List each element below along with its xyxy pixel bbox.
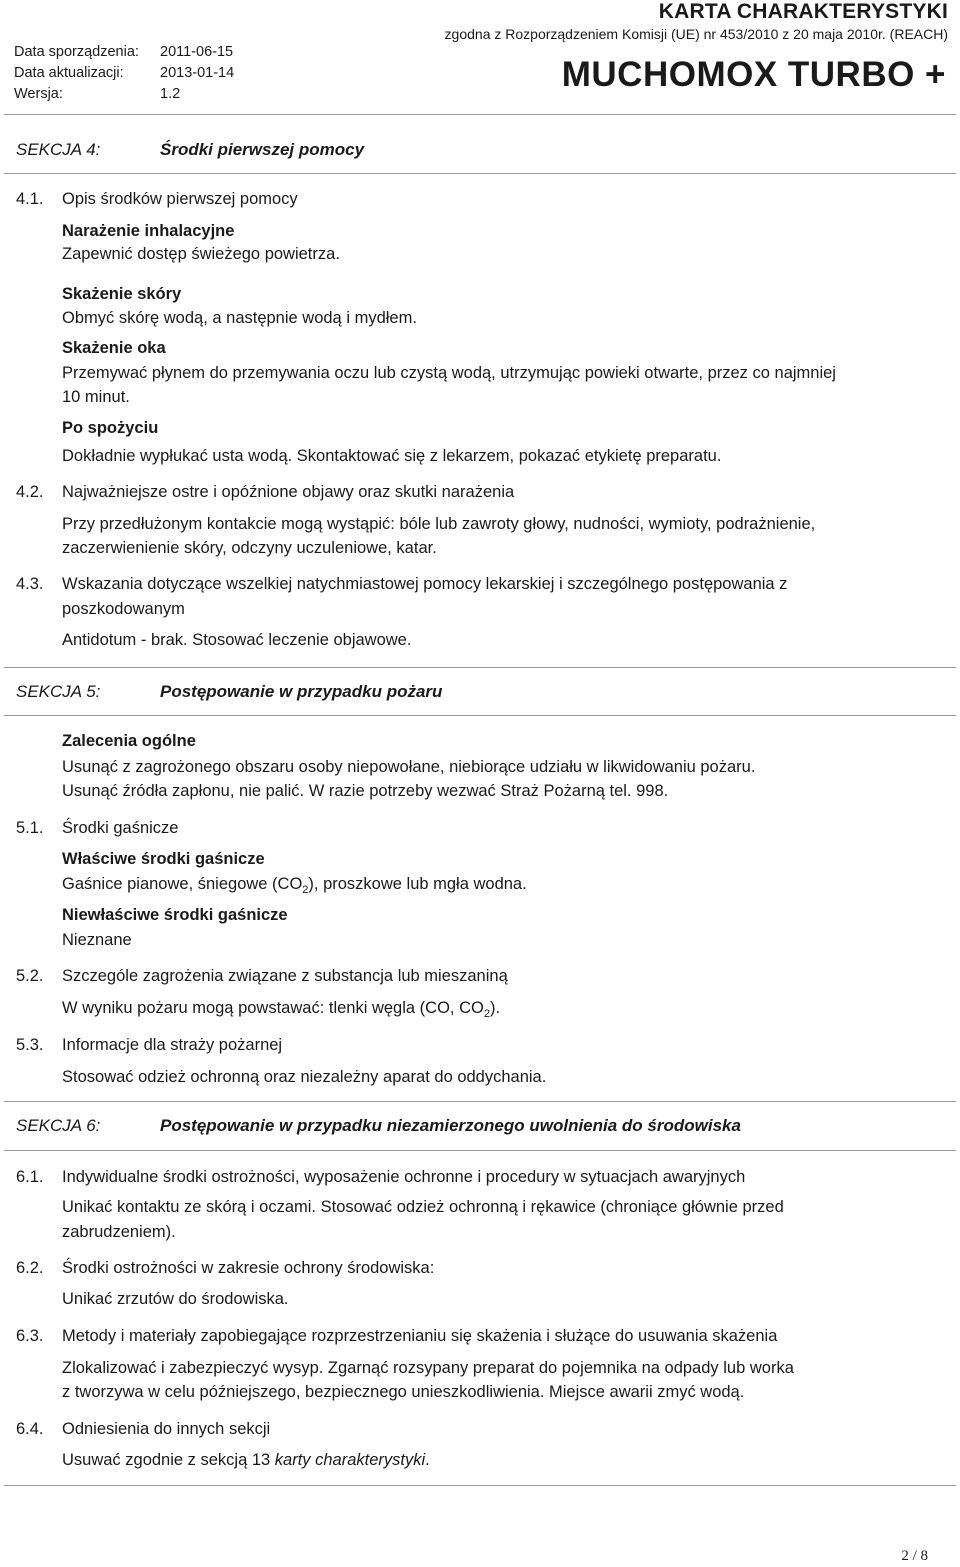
item-heading: Indywidualne środki ostrożności, wyposażenie ochronne i procedury w sytuacjach awaryjnych [62, 1168, 746, 1186]
item-heading: Wskazania dotyczące wszelkiej natychmiastowej pomocy lekarskiej i szczególnego postępowania z [62, 575, 788, 593]
text-part: ), proszkowe lub mgła wodna. [308, 875, 527, 893]
text-part: Usuwać zgodnie z sekcją 13 [62, 1451, 275, 1469]
section-5-top-divider [4, 667, 956, 668]
item-heading: Środki gaśnicze [62, 819, 179, 837]
subheading: Narażenie inhalacyjne [62, 222, 235, 240]
item-number: 6.2. [16, 1259, 44, 1277]
subscript: 2 [302, 884, 309, 896]
item-number: 4.2. [16, 483, 44, 501]
page-number: 2 / 8 [901, 1548, 928, 1564]
subheading: Skażenie oka [62, 339, 166, 357]
version-row [14, 86, 181, 102]
section-6-divider [4, 1150, 956, 1151]
updated-row [14, 65, 235, 81]
text-line: Dokładnie wypłukać usta wodą. Skontaktować się z lekarzem, pokazać etykietę preparatu. [62, 447, 722, 465]
section-5-label: SEKCJA 5: [16, 682, 101, 701]
section-4-divider [4, 173, 956, 174]
section-6-label: SEKCJA 6: [16, 1116, 101, 1135]
item-heading: Informacje dla straży pożarnej [62, 1036, 283, 1054]
text-line: Stosować odzież ochronną oraz niezależny aparat do oddychania. [62, 1068, 547, 1086]
text-line: 10 minut. [62, 388, 130, 406]
text-line: Usunąć z zagrożonego obszaru osoby niepowołane, niebiorące udziału w likwidowaniu pożaru. [62, 758, 756, 776]
text-part: Gaśnice pianowe, śniegowe (CO [62, 875, 303, 893]
section-4-label: SEKCJA 4: [16, 140, 101, 159]
document-title: KARTA CHARAKTERYSTYKI [658, 0, 948, 23]
item-heading: Opis środków pierwszej pomocy [62, 190, 298, 208]
subheading: Po spożyciu [62, 419, 159, 437]
item-number: 5.2. [16, 967, 44, 985]
item-heading: poszkodowanym [62, 600, 185, 618]
item-number: 5.3. [16, 1036, 44, 1054]
text-line: Obmyć skórę wodą, a następnie wodą i mydłem. [62, 309, 417, 327]
section-5-divider [4, 715, 956, 716]
subheading: Właściwe środki gaśnicze [62, 850, 265, 868]
subscript: 2 [483, 1008, 490, 1020]
updated-label: Data aktualizacji: [14, 65, 124, 81]
text-line: Unikać zrzutów do środowiska. [62, 1290, 289, 1308]
item-heading: Metody i materiały zapobiegające rozprzestrzenianiu się skażenia i służące do usuwania skażenia [62, 1327, 778, 1345]
header-divider [4, 114, 956, 115]
item-heading: Odniesienia do innych sekcji [62, 1420, 271, 1438]
text-line [62, 999, 500, 1020]
item-heading: Szczególe zagrożenia związane z substancja lub mieszaniną [62, 967, 508, 985]
text-part: ). [489, 999, 501, 1017]
item-number: 5.1. [16, 819, 44, 837]
subheading: Niewłaściwe środki gaśnicze [62, 906, 288, 924]
text-line: Przy przedłużonym kontakcie mogą wystąpić: bóle lub zawroty głowy, nudności, wymioty, podrażnienie, [62, 515, 816, 533]
text-line [62, 1451, 430, 1470]
created-row [14, 44, 234, 60]
section-6-title: Postępowanie w przypadku niezamierzonego uwolnienia do środowiska [160, 1116, 741, 1135]
text-line: Unikać kontaktu ze skórą i oczami. Stosować odzież ochronną i rękawice (chroniące głównie przed [62, 1198, 784, 1216]
footer-divider [4, 1485, 956, 1486]
text-line: Przemywać płynem do przemywania oczu lub czystą wodą, utrzymując powieki otwarte, przez co najmniej [62, 364, 836, 382]
product-name: MUCHOMOX TURBO + [561, 55, 946, 94]
text-part: W wyniku pożaru mogą powstawać: tlenki węgla (CO, CO [62, 999, 484, 1017]
text-line: Zlokalizować i zabezpieczyć wysyp. Zgarnąć rozsypany preparat do pojemnika na odpady lub worka [62, 1359, 794, 1377]
item-number: 4.1. [16, 190, 44, 208]
text-part: . [425, 1451, 430, 1469]
text-line: Usunąć źródła zapłonu, nie palić. W razie potrzeby wezwać Straż Pożarną tel. 998. [62, 782, 669, 800]
subheading: Skażenie skóry [62, 285, 182, 303]
version-value: 1.2 [160, 86, 181, 102]
text-line: z tworzywa w celu późniejszego, bezpiecznego unieszkodliwienia. Miejsce awarii zmyć wodą. [62, 1383, 745, 1401]
item-heading: Najważniejsze ostre i opóźnione objawy oraz skutki narażenia [62, 483, 515, 501]
version-label: Wersja: [14, 86, 63, 102]
item-number: 4.3. [16, 575, 44, 593]
section-6-top-divider [4, 1101, 956, 1102]
section-4-title: Środki pierwszej pomocy [160, 140, 365, 159]
item-number: 6.1. [16, 1168, 44, 1186]
updated-value: 2013-01-14 [160, 65, 235, 81]
text-line: Antidotum - brak. Stosować leczenie objawowe. [62, 631, 412, 649]
created-value: 2011-06-15 [160, 44, 234, 60]
subheading: Zalecenia ogólne [62, 732, 196, 750]
section-5-title: Postępowanie w przypadku pożaru [160, 682, 443, 701]
item-number: 6.3. [16, 1327, 44, 1345]
text-line: Zapewnić dostęp świeżego powietrza. [62, 245, 340, 263]
text-part-italic: karty charakterystyki [274, 1451, 426, 1469]
text-line [62, 875, 527, 896]
text-line: zaczerwienienie skóry, odczyny uczuleniowe, katar. [62, 539, 437, 557]
regulation-note: zgodna z Rozporządzeniem Komisji (UE) nr 453/2010 z 20 maja 2010r. (REACH) [444, 26, 948, 42]
item-heading: Środki ostrożności w zakresie ochrony środowiska: [62, 1259, 435, 1277]
text-line: Nieznane [62, 931, 132, 949]
text-line: zabrudzeniem). [62, 1223, 176, 1241]
item-number: 6.4. [16, 1420, 44, 1438]
created-label: Data sporządzenia: [14, 44, 139, 60]
